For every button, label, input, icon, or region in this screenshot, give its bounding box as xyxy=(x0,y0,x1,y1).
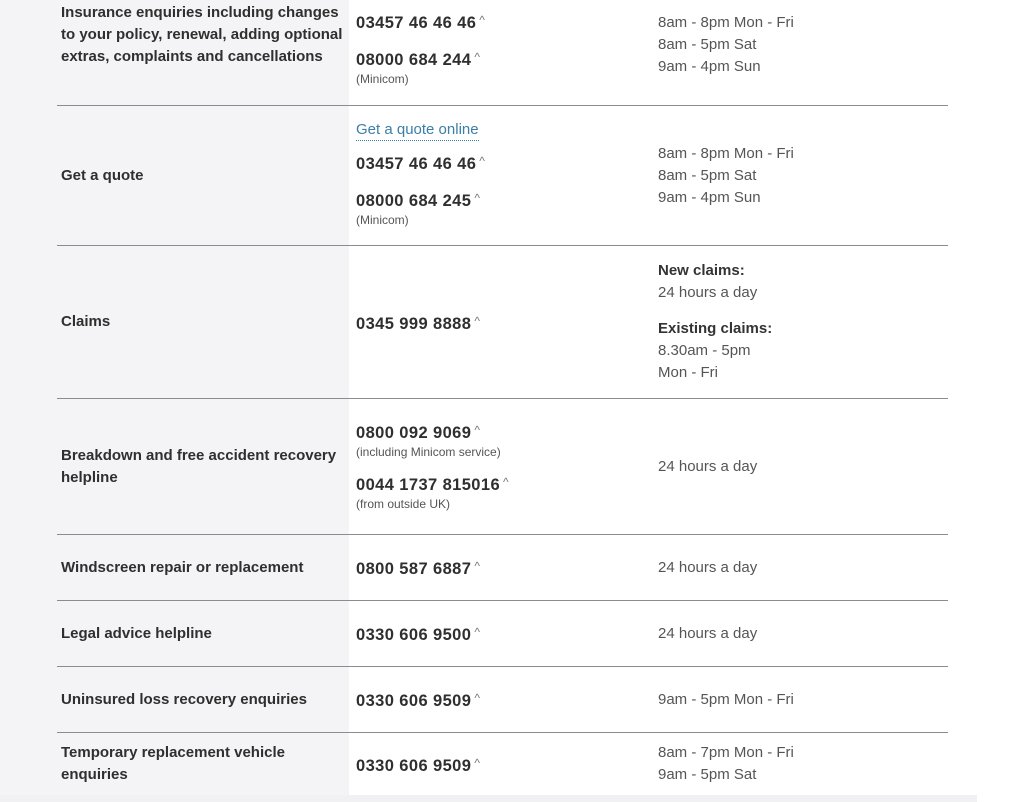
hours-heading: New claims: xyxy=(658,262,745,279)
phone-note: (including Minicom service) xyxy=(356,444,501,459)
row-label: Temporary replacement vehicle enquiries xyxy=(61,744,285,783)
phone-cell xyxy=(353,246,654,398)
table-row xyxy=(57,733,948,795)
phone-number[interactable]: 08000 684 244 ^ xyxy=(356,50,481,69)
phone-cell xyxy=(353,0,654,105)
hours-cell xyxy=(654,106,948,245)
hours-cell xyxy=(654,733,948,795)
table-row xyxy=(57,601,948,667)
phone-cell xyxy=(353,601,654,666)
phone-number[interactable]: 03457 46 46 46 ^ xyxy=(356,13,486,32)
phone-cell xyxy=(353,733,654,795)
row-label: Windscreen repair or replacement xyxy=(61,558,304,576)
row-label: Insurance enquiries including changes to your policy, renewal, adding optional extras, complaints and cancellations xyxy=(61,4,343,65)
caret-icon: ^ xyxy=(474,313,481,328)
phone-number[interactable]: 08000 684 245 ^ xyxy=(356,190,481,210)
caret-icon: ^ xyxy=(474,625,481,639)
phone-number[interactable]: 0800 092 9069 ^ xyxy=(356,422,481,442)
phone-cell xyxy=(353,667,654,732)
row-label: Claims xyxy=(61,313,111,330)
table-row xyxy=(57,0,948,106)
hours-cell xyxy=(654,601,948,666)
table-footer-band xyxy=(0,795,977,802)
phone-number[interactable]: 0345 999 8888 ^ xyxy=(356,313,481,333)
hours-cell xyxy=(654,399,948,534)
hours-line: 8am - 8pm Mon - Fri xyxy=(658,14,794,31)
hours-line: 9am - 5pm Mon - Fri xyxy=(658,690,794,708)
hours-line: 24 hours a day xyxy=(658,624,758,642)
phone-number[interactable]: 0330 606 9500 ^ xyxy=(356,625,481,644)
phone-number[interactable]: 0044 1737 815016 ^ xyxy=(356,474,510,494)
caret-icon: ^ xyxy=(479,13,486,27)
row-label: Legal advice helpline xyxy=(61,624,212,642)
caret-icon: ^ xyxy=(474,691,481,705)
table-row xyxy=(57,399,948,535)
caret-icon: ^ xyxy=(474,190,481,205)
hours-line: 24 hours a day xyxy=(658,284,758,301)
hours-line: 9am - 4pm Sun xyxy=(658,188,761,206)
caret-icon: ^ xyxy=(474,422,481,437)
hours-line: Mon - Fri xyxy=(658,364,718,381)
hours-line: 8am - 5pm Sat xyxy=(658,36,757,53)
phone-cell xyxy=(353,399,654,534)
row-label: Breakdown and free accident recovery helpline xyxy=(61,446,337,486)
hours-line: 9am - 4pm Sun xyxy=(658,58,761,75)
hours-cell xyxy=(654,667,948,732)
table-row xyxy=(57,246,948,399)
table-row xyxy=(57,667,948,733)
hours-line: 24 hours a day xyxy=(658,558,758,576)
contact-table xyxy=(57,0,948,795)
phone-cell xyxy=(353,106,654,245)
hours-line: 8.30am - 5pm xyxy=(658,342,751,359)
phone-note: (from outside UK) xyxy=(356,496,451,511)
hours-line: 24 hours a day xyxy=(658,457,758,475)
hours-line: 9am - 5pm Sat xyxy=(658,766,757,783)
row-label: Uninsured loss recovery enquiries xyxy=(61,690,307,708)
hours-line: 8am - 8pm Mon - Fri xyxy=(658,144,794,162)
phone-number[interactable]: 0330 606 9509 ^ xyxy=(356,691,481,710)
hours-line: 8am - 5pm Sat xyxy=(658,166,757,184)
caret-icon: ^ xyxy=(474,755,481,770)
caret-icon: ^ xyxy=(479,153,486,168)
caret-icon: ^ xyxy=(474,50,481,64)
table-row xyxy=(57,535,948,601)
hours-heading: Existing claims: xyxy=(658,320,773,337)
hours-cell xyxy=(654,246,948,398)
hours-cell xyxy=(654,0,948,105)
phone-note: (Minicom) xyxy=(356,72,409,86)
get-quote-online-link[interactable]: Get a quote online xyxy=(356,120,479,141)
hours-line: 8am - 7pm Mon - Fri xyxy=(658,744,794,761)
caret-icon: ^ xyxy=(474,559,481,573)
phone-cell xyxy=(353,535,654,600)
caret-icon: ^ xyxy=(503,474,510,489)
phone-number[interactable]: 0330 606 9509 ^ xyxy=(356,755,481,775)
table-row xyxy=(57,106,948,246)
phone-note: (Minicom) xyxy=(356,212,409,227)
hours-cell xyxy=(654,535,948,600)
row-label: Get a quote xyxy=(61,166,144,184)
phone-number[interactable]: 03457 46 46 46 ^ xyxy=(356,153,486,173)
phone-number[interactable]: 0800 587 6887 ^ xyxy=(356,559,481,578)
